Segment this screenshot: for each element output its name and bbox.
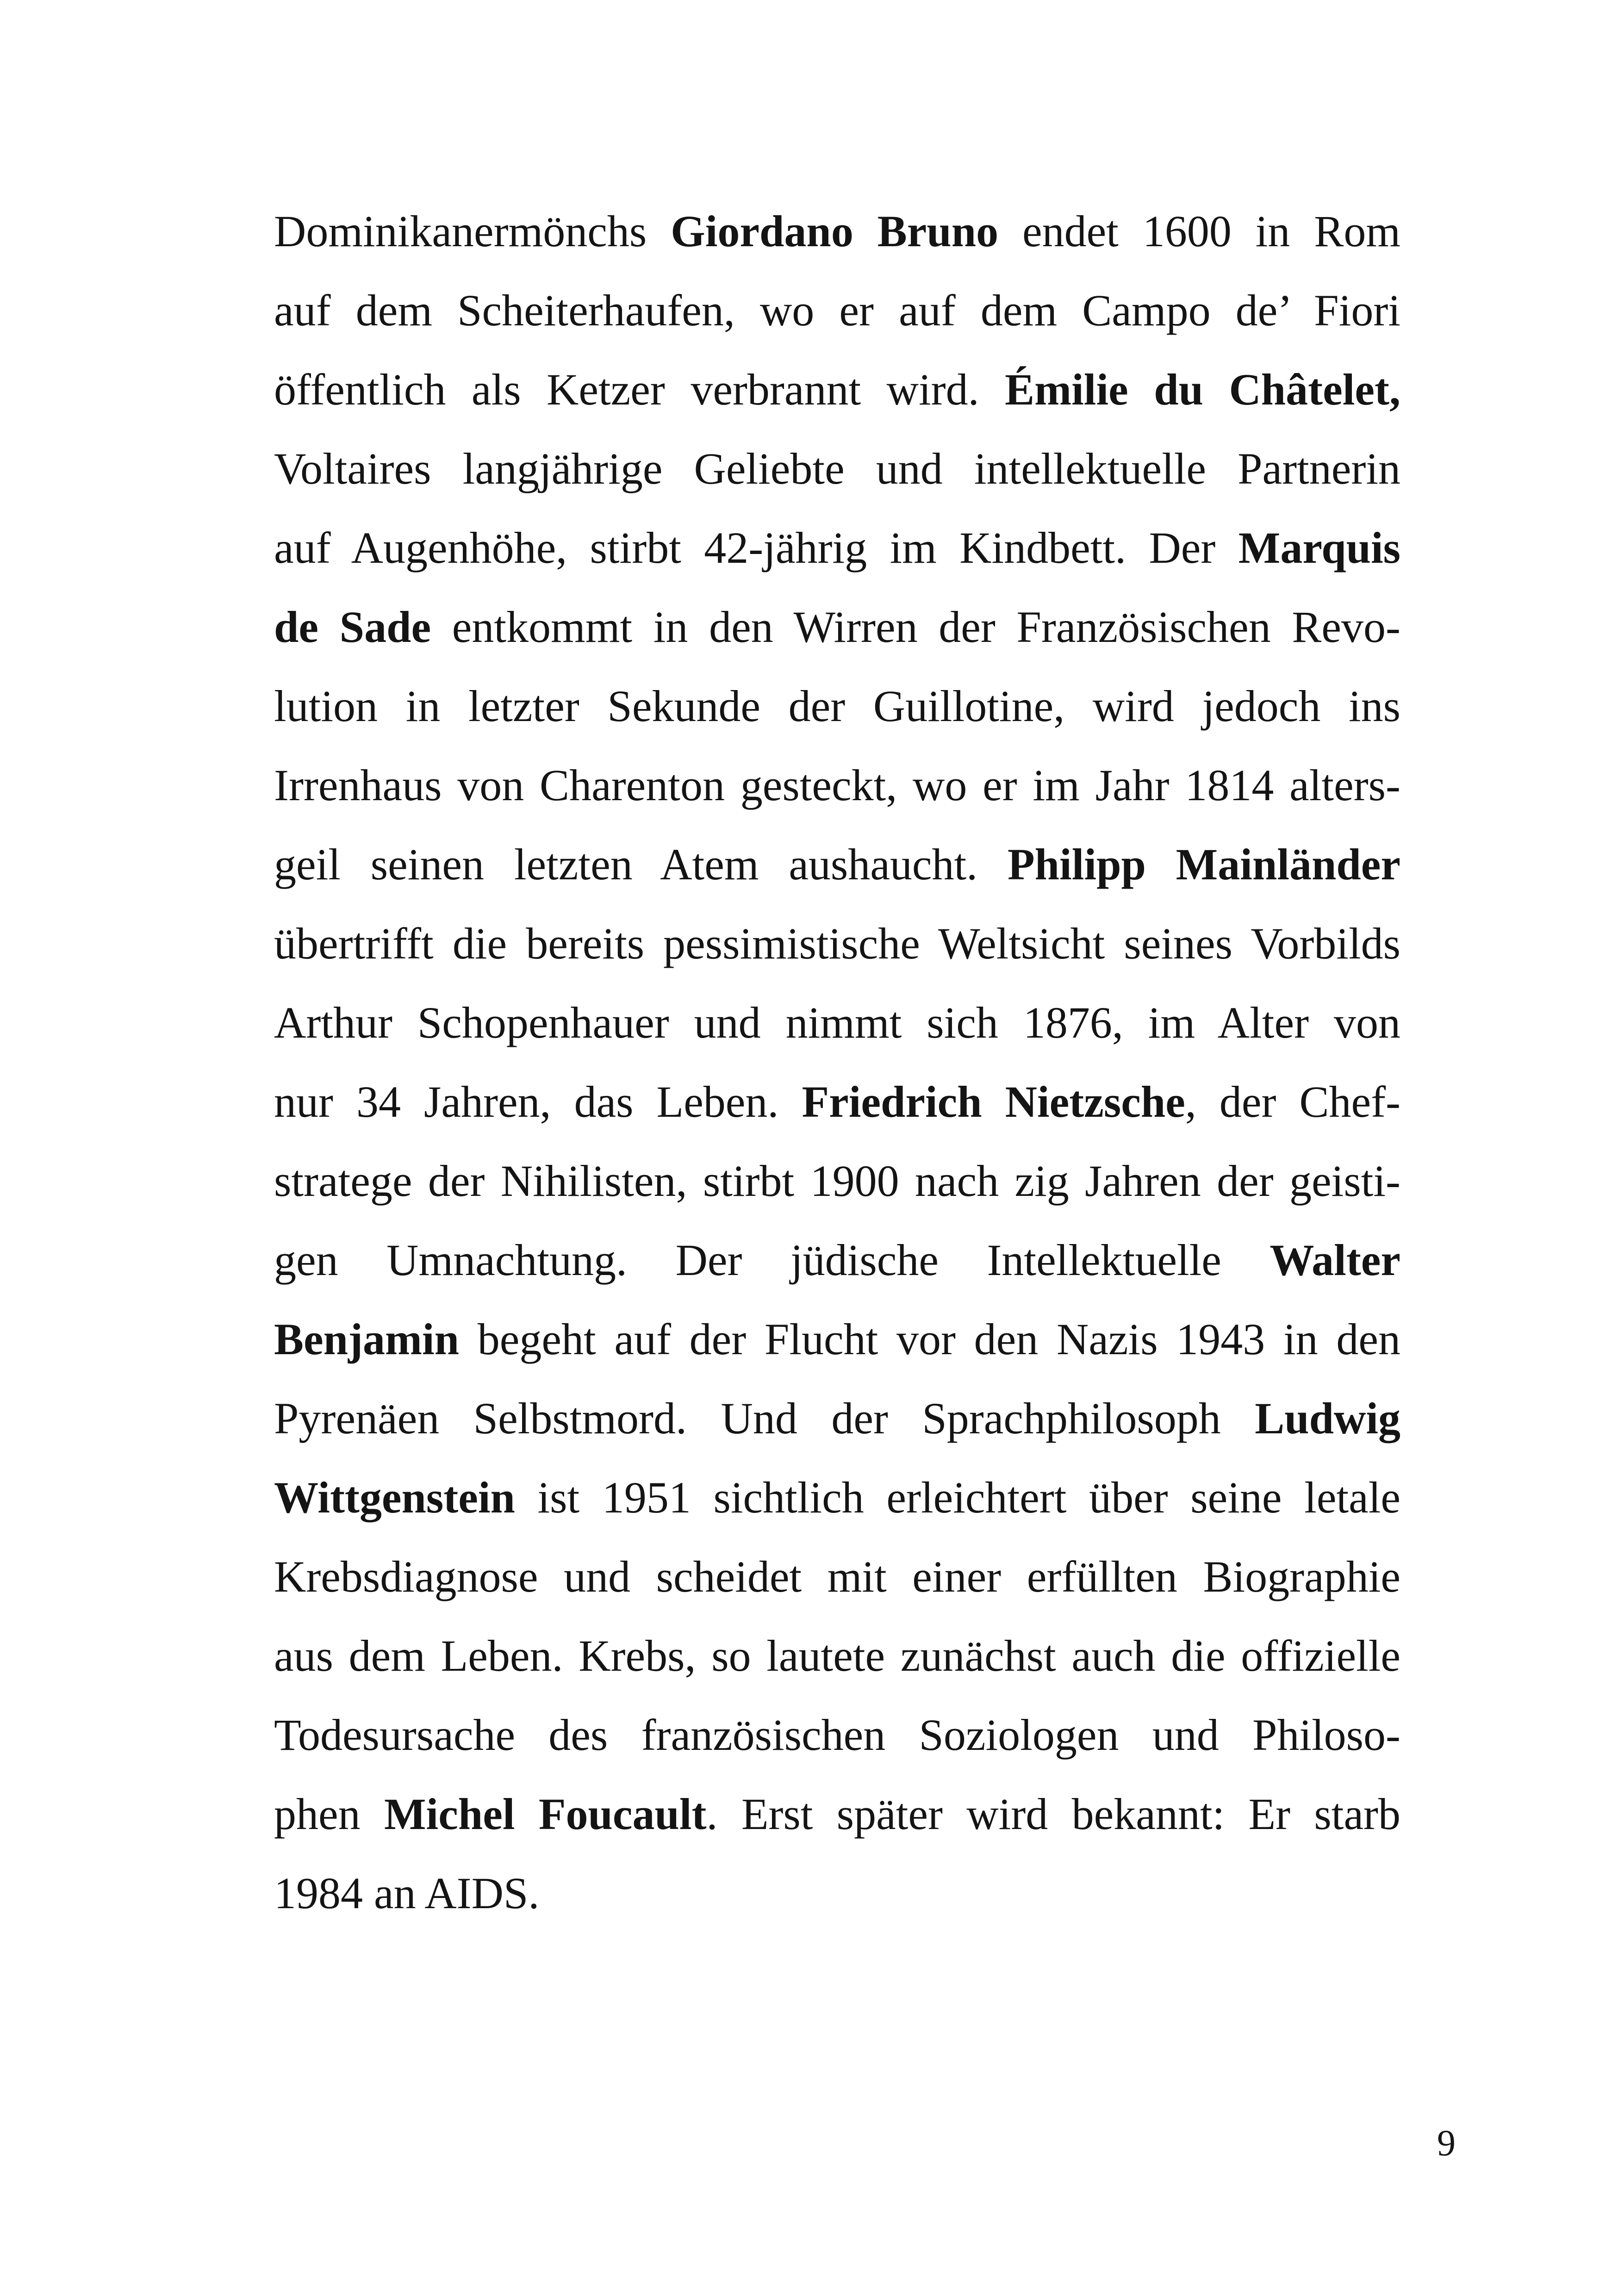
text-segment: endet 1600 in Rom xyxy=(998,206,1401,256)
text-line xyxy=(274,825,1400,904)
text-segment: begeht auf der Flucht vor den Nazis 1943 in den xyxy=(459,1314,1400,1364)
text-segment: 1984 an AIDS. xyxy=(274,1868,540,1918)
text-line xyxy=(274,1141,1400,1220)
text-line xyxy=(274,983,1400,1062)
person-name: Benjamin xyxy=(274,1314,460,1364)
text-segment: entkommt in den Wirren der Französischen Revo- xyxy=(431,602,1401,652)
text-line xyxy=(274,1220,1400,1300)
person-name: Émilie du Châtelet, xyxy=(1005,365,1401,414)
person-name: Ludwig xyxy=(1255,1394,1400,1443)
text-segment: , der Chef- xyxy=(1185,1077,1401,1126)
text-segment: Irrenhaus von Charenton gesteckt, wo er im Jahr 1814 alters- xyxy=(274,760,1400,810)
text-line xyxy=(274,508,1400,587)
text-line xyxy=(274,587,1400,666)
text-segment: auf Augenhöhe, stirbt 42-jährig im Kindbett. Der xyxy=(274,523,1238,572)
text-line xyxy=(274,904,1400,983)
text-line xyxy=(274,350,1400,429)
text-segment: ist 1951 sichtlich erleichtert über seine letale xyxy=(515,1473,1400,1522)
person-name: Walter xyxy=(1270,1235,1400,1285)
body-paragraph xyxy=(274,192,1400,1933)
text-line xyxy=(274,429,1400,508)
text-line xyxy=(274,1062,1400,1141)
text-line xyxy=(274,666,1400,746)
text-line xyxy=(274,746,1400,825)
text-line xyxy=(274,1616,1400,1695)
text-segment: übertrifft die bereits pessimistische Weltsicht seines Vorbilds xyxy=(274,919,1400,968)
text-line xyxy=(274,1854,1400,1933)
text-line xyxy=(274,1695,1400,1774)
text-segment: auf dem Scheiterhaufen, wo er auf dem Campo de’ Fiori xyxy=(274,286,1400,335)
page-number: 9 xyxy=(1437,2123,1456,2164)
text-segment: . Erst später wird bekannt: Er starb xyxy=(706,1789,1401,1839)
text-segment: Todesursache des französischen Soziologen und Philoso- xyxy=(274,1710,1400,1760)
text-segment: phen xyxy=(274,1789,384,1839)
text-segment: Pyrenäen Selbstmord. Und der Sprachphilosoph xyxy=(274,1394,1255,1443)
text-segment: Dominikanermönchs xyxy=(274,206,671,256)
text-segment: Arthur Schopenhauer und nimmt sich 1876, im Alter von xyxy=(274,998,1400,1047)
text-segment: stratege der Nihilisten, stirbt 1900 nach zig Jahren der geisti- xyxy=(274,1156,1400,1206)
text-line xyxy=(274,1774,1400,1854)
text-segment: Voltaires langjährige Geliebte und intellektuelle Partnerin xyxy=(274,444,1400,493)
text-segment: Krebsdiagnose und scheidet mit einer erfüllten Biographie xyxy=(274,1552,1400,1601)
person-name: Wittgenstein xyxy=(274,1473,515,1522)
text-line xyxy=(274,1300,1400,1379)
person-name: Michel Foucault xyxy=(384,1789,707,1839)
person-name: Friedrich Nietzsche xyxy=(802,1077,1185,1126)
text-line xyxy=(274,271,1400,350)
text-segment: öffentlich als Ketzer verbrannt wird. xyxy=(274,365,1005,414)
text-segment: geil seinen letzten Atem aushaucht. xyxy=(274,840,1008,889)
text-line xyxy=(274,1458,1400,1537)
text-segment: nur 34 Jahren, das Leben. xyxy=(274,1077,802,1126)
text-segment: gen Umnachtung. Der jüdische Intellektuelle xyxy=(274,1235,1270,1285)
person-name: Giordano Bruno xyxy=(671,206,999,256)
text-line xyxy=(274,1537,1400,1616)
person-name: Marquis xyxy=(1238,523,1400,572)
text-line xyxy=(274,192,1400,271)
text-segment: aus dem Leben. Krebs, so lautete zunächst auch die offizielle xyxy=(274,1631,1400,1680)
text-segment: lution in letzter Sekunde der Guillotine, wird jedoch ins xyxy=(274,681,1400,731)
person-name: Philipp Mainländer xyxy=(1008,840,1401,889)
person-name: de Sade xyxy=(274,602,431,652)
text-line xyxy=(274,1379,1400,1458)
